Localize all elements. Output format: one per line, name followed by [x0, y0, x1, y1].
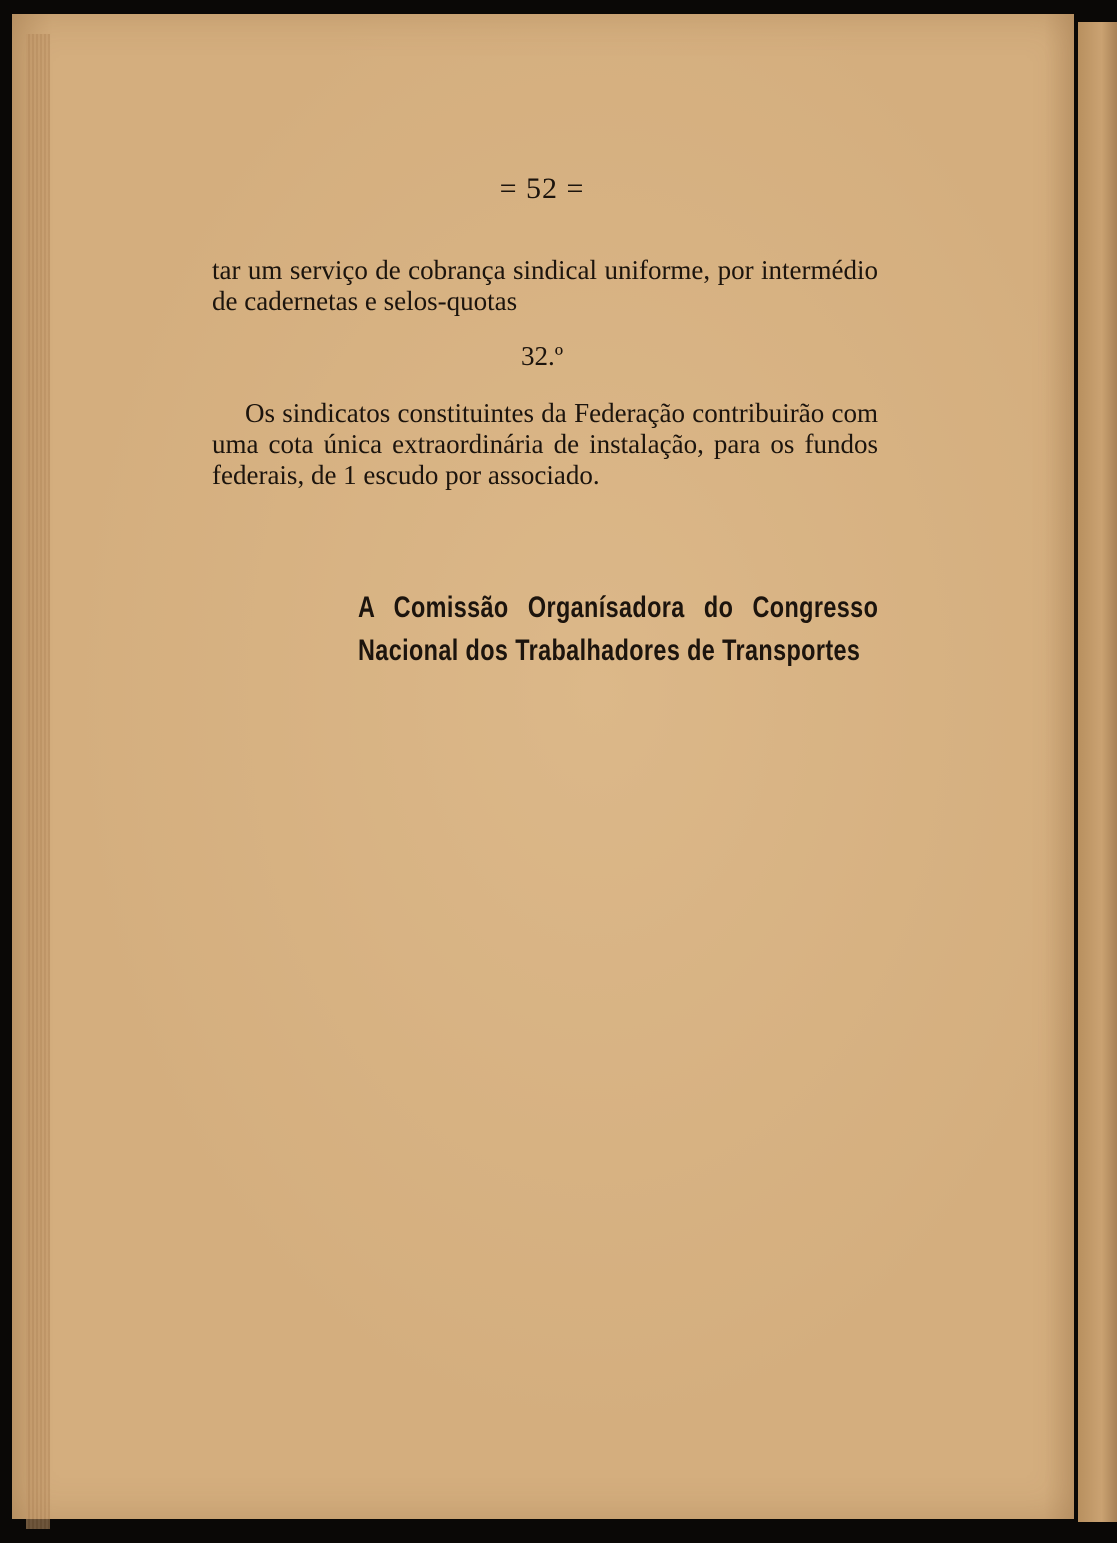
book-page — [12, 14, 1074, 1519]
page-number: = 52 = — [499, 172, 585, 205]
adjacent-page-edge — [1078, 22, 1117, 1522]
article-number: 32.º — [520, 341, 564, 371]
page-stack-edge — [26, 34, 50, 1529]
paragraph-continuation: tar um serviço de cobrança sindical uniforme, por intermédio de cadernetas e selos-quotas — [212, 255, 878, 316]
signature-block: A Comissão Organísadora do Congresso Nacional dos Trabalhadores de Transportes — [358, 591, 879, 667]
paragraph-article-32: Os sindicatos constituintes da Federação contribuirão com uma cota única extraordinária de instalação, para os fundos federais, de 1 escudo por associado. — [212, 398, 878, 490]
